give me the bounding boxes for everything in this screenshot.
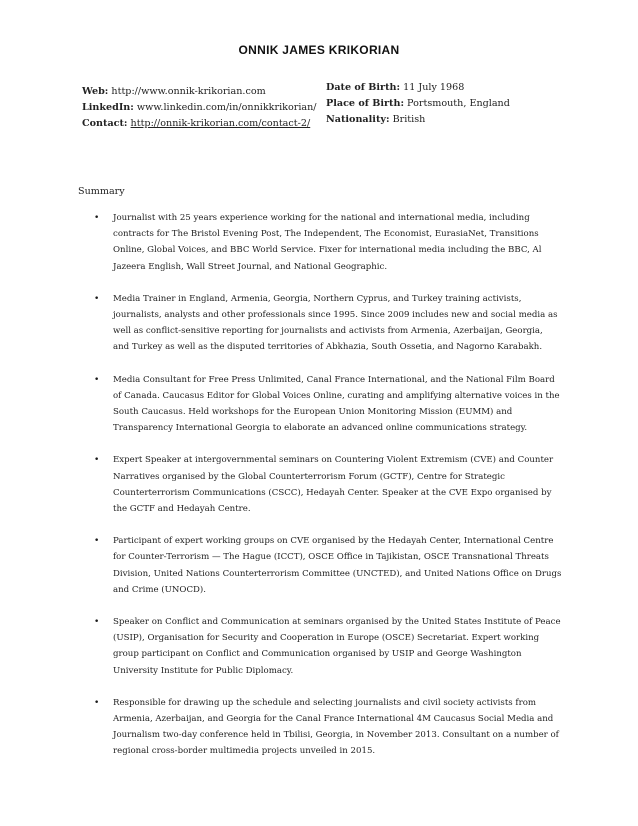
bullet-text-line: South Caucasus. Held workshops for the European Union Monitoring Mission (EUMM) and (113, 407, 513, 418)
bullet-icon: • (94, 213, 100, 223)
bullet-text-line: (USIP), Organisation for Security and Cooperation in Europe (OSCE) Secretariat. Expert working (113, 633, 540, 644)
bullet-text-line: for Counter-Terrorism — The Hague (ICCT), OSCE Office in Tajikistan, OSCE Transnational Threats (113, 552, 549, 563)
bullet-text-line: journalists, analysts and other professionals since 1995. Since 2009 includes new and social media as (113, 310, 558, 321)
pob-row (326, 96, 510, 112)
summary-list (0, 210, 638, 776)
summary-list-item (0, 452, 638, 517)
dob-label: Date of Birth: (326, 82, 401, 93)
web-label: Web: (82, 86, 109, 97)
bullet-icon: • (94, 617, 100, 628)
bullet-text-line: the GCTF and Hedayah Centre. (113, 504, 251, 515)
bullet-icon: • (94, 455, 100, 466)
web-row (82, 84, 317, 100)
bullet-text-line: Jazeera English, Wall Street Journal, and National Geographic. (113, 261, 388, 272)
linkedin-row (82, 100, 317, 116)
contact-label: Contact: (82, 118, 128, 129)
bullet-text-line: Division, United Nations Counterterrorism Committee (UNCTED), and United Nations Office on Drugs (113, 568, 562, 579)
nationality-label: Nationality: (326, 114, 390, 125)
contact-right-column (326, 80, 510, 128)
bullet-text-line: University Institute for Public Diplomacy. (113, 665, 294, 676)
bullet-text-line: Journalist with 25 years experience working for the national and international media, including (113, 213, 530, 223)
bullet-text-line: Responsible for drawing up the schedule and selecting journalists and civil society activists from (113, 697, 537, 708)
bullet-text-line: and Crime (UNOCD). (113, 584, 206, 595)
bullet-icon: • (94, 293, 100, 304)
nationality-value: British (392, 114, 426, 125)
dob-row (326, 80, 510, 96)
summary-list-item (0, 291, 638, 356)
page-title: ONNIK JAMES KRIKORIAN (238, 43, 400, 57)
bullet-text-line: regional cross-border multimedia projects unveiled in 2015. (113, 746, 376, 757)
pob-label: Place of Birth: (326, 98, 404, 109)
summary-heading: Summary (78, 186, 125, 197)
bullet-text-line: group participant on Conflict and Communication organised by USIP and George Washington (113, 649, 522, 660)
contact-link[interactable]: http://onnik-krikorian.com/contact-2/ (130, 118, 311, 129)
linkedin-link[interactable]: www.linkedin.com/in/onnikkrikorian/ (136, 102, 317, 113)
bullet-text-line: Speaker on Conflict and Communication at seminars organised by the United States Institute of Peace (113, 617, 561, 628)
bullet-text-line: Participant of expert working groups on CVE organised by the Hedayah Center, International Centre (113, 536, 554, 547)
bullet-text-line: contracts for The Bristol Evening Post, The Independent, The Economist, EurasiaNet, Transitions (113, 229, 539, 240)
contact-left-column (82, 84, 317, 132)
bullet-text-line: Counterterrorism Communications (CSCC), Hedayah Center. Speaker at the CVE Expo organised by (113, 487, 552, 498)
bullet-icon: • (94, 697, 100, 708)
bullet-icon: • (94, 536, 100, 547)
bullet-text-line: well as conflict-sensitive reporting for journalists and activists from Armenia, Azerbaijan, Georgia, (113, 326, 543, 337)
summary-list-item (0, 372, 638, 437)
web-link[interactable]: http://www.onnik-krikorian.com (111, 86, 266, 97)
bullet-text-line: Journalism two-day conference held in Tbilisi, Georgia, in November 2013. Consultant on a number of (113, 730, 559, 741)
linkedin-label: LinkedIn: (82, 102, 134, 113)
bullet-text-line: of Canada. Caucasus Editor for Global Voices Online, curating and amplifying alternative voices in the (113, 390, 560, 401)
bullet-text-line: Armenia, Azerbaijan, and Georgia for the Canal France International 4M Caucasus Social Media and (113, 714, 554, 725)
pob-value: Portsmouth, England (407, 98, 510, 109)
bullet-text-line: Transparency International Georgia to elaborate an advanced online communications strategy. (113, 423, 528, 434)
bullet-text-line: Narratives organised by the Global Counterterrorism Forum (GCTF), Centre for Strategic (113, 471, 505, 482)
bullet-text-line: Media Trainer in England, Armenia, Georgia, Northern Cyprus, and Turkey training activists, (113, 293, 522, 304)
bullet-text-line: Media Consultant for Free Press Unlimited, Canal France International, and the National Film Board (113, 374, 555, 385)
summary-list-item (0, 614, 638, 679)
summary-list-item (0, 533, 638, 598)
bullet-text-line: Online, Global Voices, and BBC World Service. Fixer for international media including the BBC, Al (113, 245, 542, 256)
summary-list-item (0, 210, 638, 275)
bullet-text-line: and Turkey as well as the disputed territories of Abkhazia, South Ossetia, and Nagorno Karabakh. (113, 342, 543, 353)
dob-value: 11 July 1968 (403, 82, 465, 93)
nationality-row (326, 112, 510, 128)
bullet-icon: • (94, 374, 100, 385)
summary-list-item (0, 695, 638, 760)
bullet-text-line: Expert Speaker at intergovernmental seminars on Countering Violent Extremism (CVE) and Counter (113, 455, 554, 466)
contact-row (82, 116, 317, 132)
